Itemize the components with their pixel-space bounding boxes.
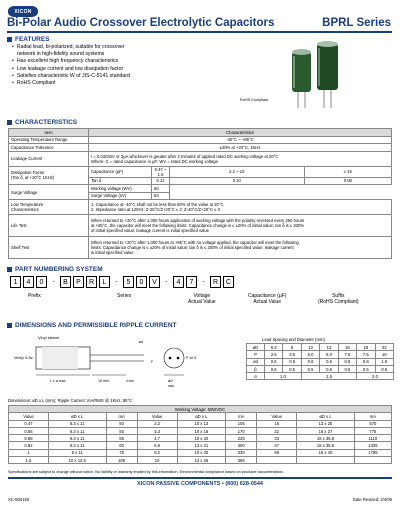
column-header: 18 <box>357 344 375 351</box>
cell: 18 x 35.5 <box>297 435 355 442</box>
p-label: P ±0.5 <box>186 356 197 360</box>
cell <box>297 457 355 464</box>
lead-table-title: Lead Spacing and Diameter (mm) <box>262 337 325 342</box>
table-row <box>9 442 392 449</box>
leakage-line: I = 0.03CWV or 3µA whichever is greater after 2 minutes of applied rated DC working voltage at 20°C <box>91 153 279 159</box>
cell: 0.10 <box>170 177 305 185</box>
list-item: network in high-fidelity sound systems <box>17 51 105 58</box>
cell: 105 <box>106 457 137 464</box>
column-header: 13 <box>320 344 338 351</box>
ripple-title: Working Voltage: 50WVDC <box>9 406 392 413</box>
pn-char-box: 1 <box>10 276 21 288</box>
cell: 0.5 <box>301 365 319 372</box>
pn-char-box: R <box>210 276 221 288</box>
cell: 0.5 <box>357 365 375 372</box>
cell: 1795 <box>354 449 391 456</box>
dimensions-note: Dimensions: øD x L (mm); Ripple Current: mA/RMS @ 1KHz, 85°C <box>8 398 133 403</box>
row-label: Leakage Current <box>9 151 89 166</box>
column-header: mA <box>106 413 137 420</box>
table-row <box>9 420 392 427</box>
table-header-row <box>9 413 392 420</box>
cell: α <box>247 373 265 380</box>
series-title: BPRL Series <box>322 17 391 29</box>
cell: β <box>247 365 265 372</box>
cell: 16 x 27 <box>297 427 355 434</box>
table-row <box>9 144 392 152</box>
cell: 0.5 <box>375 365 393 372</box>
dissipation-label: Dissipation Factor <box>11 170 45 176</box>
cell: 1 <box>9 449 49 456</box>
cell: 0.08 <box>304 177 391 185</box>
cell: 55 <box>106 435 137 442</box>
cell: 6.3 x 11 <box>48 420 106 427</box>
column-header: Characteristics <box>89 129 392 137</box>
section-square-icon <box>7 267 12 272</box>
table-row <box>9 185 392 193</box>
cell: 1.0 <box>375 358 393 365</box>
rohs-caption: RoHS Compliant <box>240 98 269 102</box>
low-temp-line: 1. Capacitance at -40°C shall not be less than 80% of the value at 20°C <box>91 202 224 207</box>
cell: 2.5 <box>265 351 283 358</box>
pn-label-capacitance <box>248 293 286 305</box>
row-label <box>9 166 89 185</box>
table-row <box>9 215 392 237</box>
cell: 7.5 <box>357 351 375 358</box>
cell: 13 x 25 <box>297 420 355 427</box>
pn-label-line: Capacitance (µF) <box>248 293 287 299</box>
table-row <box>9 136 392 144</box>
column-header: øD x L <box>297 413 355 420</box>
row-label: Life Test <box>9 215 89 237</box>
cell: 18 x 35.5 <box>297 442 355 449</box>
column-header: Item <box>9 129 89 137</box>
cell: 0.5 <box>265 358 283 365</box>
cell: 13 x 21 <box>177 442 226 449</box>
row-label: Surge Voltage <box>9 185 89 200</box>
shelf-line: limits: Capacitance change is ≤ ±20% of initial value; tan δ is ≤ 200% of initial specified value; leakage current <box>91 245 294 250</box>
column-header: øD x L <box>48 413 106 420</box>
cell: 2.2 <box>137 420 177 427</box>
column-header: 6.3 <box>265 344 283 351</box>
row-label: Capacitance Tolerance <box>9 144 89 152</box>
pn-label-line: (RoHS Compliant) <box>318 299 359 305</box>
cell <box>257 457 297 464</box>
pn-char-box: 5 <box>123 276 134 288</box>
cell: 8.2 <box>137 449 177 456</box>
cell: 0.5 <box>320 365 338 372</box>
pn-label-prefix: Prefix <box>28 293 41 299</box>
capacitor-photo <box>268 40 358 110</box>
dimensions-heading <box>7 322 177 329</box>
cell: 1.5 <box>9 457 49 464</box>
cell: 2.0 <box>357 373 394 380</box>
pn-char-box: C <box>223 276 234 288</box>
table-row <box>9 166 392 177</box>
list-item: • Satisfies characteristic W of JIS-C-5141 standard <box>12 73 232 80</box>
sub-label: Surge Voltage (sV) <box>89 192 152 200</box>
empty-cell <box>170 192 392 200</box>
column-header: Value <box>9 413 49 420</box>
pn-char-box: 7 <box>186 276 197 288</box>
cell: P <box>247 351 265 358</box>
d-label: øD <box>168 379 173 383</box>
cell: 22 <box>257 427 297 434</box>
cell: 0.6 <box>301 358 319 365</box>
list-item: • RoHS Compliant <box>12 80 232 87</box>
shelf-line: is initial specified value <box>91 250 134 255</box>
low-temp-label: Characteristics <box>11 207 39 212</box>
pn-char-box: L <box>99 276 110 288</box>
sub-label: Tan δ <box>89 177 152 185</box>
table-row <box>9 237 392 259</box>
row-label: Operating Temperature Range <box>9 136 89 144</box>
cell: 6.8 <box>137 442 177 449</box>
row-value: -40°C ~ +85°C <box>89 136 392 144</box>
cell: 50 <box>106 420 137 427</box>
pn-label-line: Actual Value <box>188 299 216 305</box>
leakage-line: Where: C = rated capacitance in µF; WV = rated DC working voltage <box>91 158 218 164</box>
cell: 300 <box>226 442 257 449</box>
title-divider <box>7 31 392 33</box>
cell: 13 x 26 <box>177 457 226 464</box>
od-label: ød <box>139 340 144 344</box>
table-row <box>9 427 392 434</box>
part-number-heading <box>7 266 103 273</box>
features-heading <box>7 36 50 43</box>
table-row <box>9 151 392 166</box>
low-temp-label: Low Temperature <box>11 202 44 207</box>
column-header: øD <box>247 344 265 351</box>
cell: 3.5 <box>283 351 301 358</box>
cell: ød <box>247 358 265 365</box>
dimension-drawing <box>14 335 209 390</box>
table-header-row <box>247 344 394 351</box>
vinyl-label: Vinyl sleeve <box>38 335 60 340</box>
page-title: Bi-Polar Audio Crossover Electrolytic Capacitors <box>7 17 275 29</box>
sub-label: Working voltage (WV) <box>89 185 152 193</box>
table-row <box>247 351 394 358</box>
part-number-boxes <box>10 276 234 288</box>
cell: 75 <box>106 449 137 456</box>
cell: 2.2 ~ 10 <box>170 166 305 177</box>
sub-label: Capacitance (µF) <box>89 166 152 177</box>
pn-char-box: 4 <box>173 276 184 288</box>
low-temp-line: 2. Impedance ratio at 120Hz: Z-25°C/Z+20°C ≤ 2; Z-40°C/Z+20°C ≤ 3 <box>91 207 220 212</box>
list-item: • Low leakage current and low dissipation factor <box>12 66 232 73</box>
pn-char-box: 0 <box>36 276 47 288</box>
cell: 10 <box>137 457 177 464</box>
cell: 6.3 x 11 <box>48 427 106 434</box>
life-line: When returned to +20°C after 1,000 hours application of working voltage with the polarity reversed every 250 hours <box>91 218 305 223</box>
column-header: 16 <box>338 344 356 351</box>
table-header-row <box>9 129 392 137</box>
cell: 775 <box>354 427 391 434</box>
pn-label-suffix <box>318 293 359 305</box>
cell: 330 <box>226 449 257 456</box>
table-row <box>9 449 392 456</box>
table-row <box>247 358 394 365</box>
cell: 0.6 <box>283 358 301 365</box>
xicon-logo: XICON <box>8 6 38 17</box>
cell: 0.47 ~ 1.5 <box>152 166 170 177</box>
cell: 6.3 x 11 <box>48 442 106 449</box>
cell: ≥ 15 <box>304 166 391 177</box>
pn-char-box: 4 <box>23 276 34 288</box>
cell: 63 <box>152 192 170 200</box>
table-row <box>9 435 392 442</box>
table-header-row <box>9 406 392 413</box>
column-header: 22 <box>375 344 393 351</box>
features-list <box>12 44 232 87</box>
pn-dash: - <box>165 279 168 285</box>
f-label: F <box>151 360 154 364</box>
cell: 6.3 x 11 <box>48 435 106 442</box>
pn-char-box: R <box>86 276 97 288</box>
disclaimer-note: Specifications are subject to change without notice. No liability or warranty implied by this information. Environmental compliance based on producer documentation. <box>8 470 284 474</box>
column-header: Value <box>257 413 297 420</box>
column-header: mA <box>354 413 391 420</box>
table-row <box>9 200 392 215</box>
company-contact: XICON PASSIVE COMPONENTS • (800) 628-0544 <box>137 481 263 487</box>
cell: 8 x 11 <box>48 449 106 456</box>
characteristics-table <box>8 128 392 259</box>
pn-char-box: P <box>73 276 84 288</box>
pn-dash: - <box>115 279 118 285</box>
cell: 10 x 20 <box>177 449 226 456</box>
pn-label-line: Actual Value <box>253 299 282 305</box>
cell: 1.5 <box>301 373 356 380</box>
cell: 10 x 13 <box>177 420 226 427</box>
dimensions-heading-label: DIMENSIONS AND PERMISSIBLE RIPPLE CURRENT <box>15 322 177 329</box>
part-number-heading-label: PART NUMBERING SYSTEM <box>15 266 103 273</box>
characteristics-heading-label: CHARACTERISTICS <box>15 119 78 126</box>
cell: 10 <box>375 351 393 358</box>
cell: 10 x 12.5 <box>48 457 106 464</box>
lead-length-label: 15 min. <box>98 379 110 383</box>
vent-label: Vent(≥ 6.3ø <box>14 356 33 360</box>
cell: 170 <box>226 427 257 434</box>
cell: 1325 <box>354 442 391 449</box>
pn-char-box: B <box>60 276 71 288</box>
cell: 365 <box>226 457 257 464</box>
row-value <box>89 237 392 259</box>
pn-dash: - <box>202 279 205 285</box>
column-header: Value <box>137 413 177 420</box>
cell <box>354 457 391 464</box>
cell: 10 x 16 <box>177 427 226 434</box>
dissipation-label: (Tan δ, at +20°C 1KHz) <box>11 175 55 181</box>
cell: 570 <box>354 420 391 427</box>
row-value <box>89 200 392 215</box>
cell: 5.0 <box>320 351 338 358</box>
list-item: • Radial lead, bi-polarized, suitable for crossover <box>12 44 232 51</box>
life-line: of initial specified value; leakage current is initial specified value <box>91 228 210 233</box>
capacitor-icon <box>292 49 311 108</box>
table-row <box>247 373 394 380</box>
section-square-icon <box>7 323 12 328</box>
pn-char-box: 0 <box>136 276 147 288</box>
pn-label-line: Voltage <box>193 293 211 299</box>
cell: 0.5 <box>265 365 283 372</box>
cell: 0.12 <box>152 177 170 185</box>
column-header: 8 <box>283 344 301 351</box>
cell: 105 <box>226 420 257 427</box>
cell: 225 <box>226 435 257 442</box>
cell: 0.6 <box>320 358 338 365</box>
cell: 0.56 <box>9 427 49 434</box>
characteristics-heading <box>7 119 77 126</box>
cell: 0.82 <box>9 442 49 449</box>
cell: 4.7 <box>137 435 177 442</box>
cell: 15 <box>257 420 297 427</box>
cell: 7.5 <box>338 351 356 358</box>
table-row <box>9 457 392 464</box>
cell: 60 <box>106 442 137 449</box>
cell: 0.68 <box>9 435 49 442</box>
row-value: ±20% at +20°C, 1KHz <box>89 144 392 152</box>
cell: 0.5 <box>283 365 301 372</box>
cell: 33 <box>257 435 297 442</box>
column-header: mA <box>226 413 257 420</box>
capacitor-icon <box>317 41 338 108</box>
row-label <box>9 200 89 215</box>
document-code: XC-600150 <box>8 497 30 502</box>
pn-char-box: V <box>149 276 160 288</box>
row-label: Shelf Test <box>9 237 89 259</box>
section-square-icon <box>7 120 12 125</box>
life-line: at +85°C, the capacitor will meet the following limits: Capacitance change is ≤ ±20% of initial value; tan δ is ≤ 200% <box>91 223 305 228</box>
cell: 1.0 <box>265 373 302 380</box>
l-dimension-label: L ± a max. <box>50 379 67 383</box>
pn-dash: - <box>52 279 55 285</box>
footer-divider <box>8 477 392 479</box>
cell: 68 <box>257 449 297 456</box>
cell: 0.8 <box>357 358 375 365</box>
date-revised: Date Revised: 2/4/09 <box>352 497 392 502</box>
cell: 10 x 20 <box>177 435 226 442</box>
cell: 1110 <box>354 435 391 442</box>
row-value <box>89 215 392 237</box>
row-value <box>89 151 392 166</box>
cell: 0.8 <box>338 358 356 365</box>
pn-label-series: Series <box>117 293 132 299</box>
column-header: 10 <box>301 344 319 351</box>
cell: 0.5 <box>338 365 356 372</box>
cell: 5.0 <box>301 351 319 358</box>
lead-spacing-table <box>246 343 394 380</box>
table-row <box>247 365 394 372</box>
d-max-label: max. <box>168 384 175 388</box>
ripple-current-table <box>8 405 392 464</box>
column-header: øD x L <box>177 413 226 420</box>
pn-label-voltage <box>188 293 216 305</box>
cell: 50 <box>152 185 170 193</box>
list-item: • Has excellent high frequency characteristics <box>12 58 232 65</box>
section-square-icon <box>7 37 12 42</box>
pn-label-line: Suffix <box>332 293 345 299</box>
cell: 50 <box>106 427 137 434</box>
cell: 3.3 <box>137 427 177 434</box>
cell: 0.47 <box>9 420 49 427</box>
cell: 47 <box>257 442 297 449</box>
empty-cell <box>170 185 392 193</box>
features-heading-label: FEATURES <box>15 36 50 43</box>
shelf-line: When returned to +20°C after 1,000 hours at +85°C with no voltage applied, the capacitor will meet the following <box>91 240 299 245</box>
a-min-label: 4 min. <box>126 379 135 383</box>
cell: 18 x 40 <box>297 449 355 456</box>
